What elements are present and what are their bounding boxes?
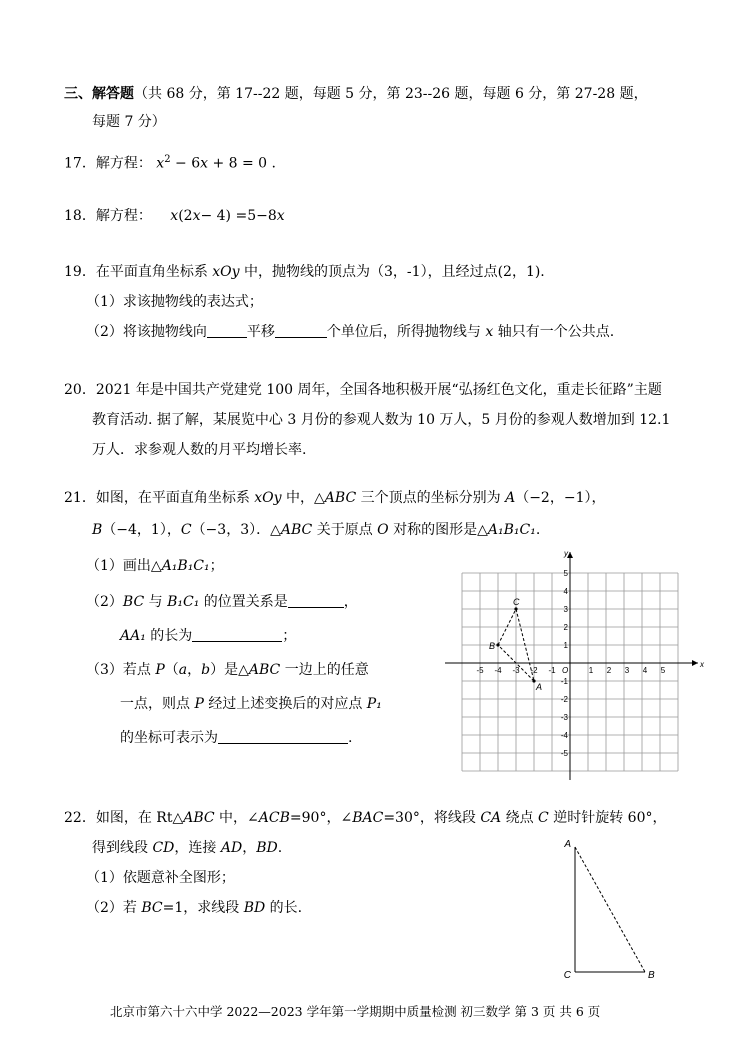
part-text: 一点，则点 <box>120 696 195 712</box>
question-text: 2021 年是中国共产党建党 100 周年，全国各地积极开展“弘扬红色文化，重走长征路”主题 <box>95 382 662 398</box>
origin-label: O <box>562 666 569 675</box>
math-var: AA₁ <box>120 628 146 644</box>
question-text: ， <box>242 840 257 856</box>
math-var: b <box>201 662 211 678</box>
equation-part: − 4) =5−8 <box>200 208 277 224</box>
y-tick-label: 3 <box>563 605 568 614</box>
math-var: A₁B₁C₁ <box>161 558 210 574</box>
equation-part: (2 <box>178 208 193 224</box>
section-heading: 三、解答题 <box>64 86 134 102</box>
x-tick-label: 3 <box>624 666 630 675</box>
x-tick-label: 4 <box>642 666 648 675</box>
part-text: 与 <box>144 594 168 610</box>
math-var: P₁ <box>366 696 382 712</box>
question-number: 17． <box>64 155 96 172</box>
math-var: B₁C₁ <box>167 594 200 610</box>
y-tick-label: 1 <box>563 641 568 650</box>
equation-part: − 6 <box>170 155 201 172</box>
y-tick-label: -5 <box>560 749 568 758</box>
y-tick-label: 2 <box>563 623 568 632</box>
section-note: （共 68 分，第 17--22 题，每题 5 分，第 23--26 题，每题 6 分，第 27-28 题， <box>134 86 648 102</box>
side-ab <box>575 847 645 972</box>
question-20-line-3: 万人．求参观人数的月平均增长率. <box>92 442 307 458</box>
question-20-line-2: 教育活动. 据了解，某展览中心 3 月份的参观人数为 10 万人，5 月份的参观人数增加到 12.1 <box>92 412 671 428</box>
vertex-a-label: A <box>564 839 571 850</box>
question-22-part-1: （1）依题意补全图形； <box>86 870 235 886</box>
part-text: 轴只有一个公共点. <box>493 324 615 340</box>
question-22-line-2 <box>92 838 282 858</box>
question-text: 如图，在平面直角坐标系 <box>95 490 255 506</box>
vertex-c-label: C <box>563 970 571 981</box>
question-text: 中，抛物线的顶点为（3，-1），且经过点(2，1). <box>239 264 545 280</box>
x-tick-label: -2 <box>530 666 538 675</box>
question-number: 18． <box>64 208 96 224</box>
part-text: ； <box>209 558 224 574</box>
math-var: BC <box>122 594 145 610</box>
question-text: 绕点 <box>501 810 539 826</box>
question-text: =30°，将线段 <box>383 810 481 826</box>
part-text: 个单位后，所得抛物线与 <box>326 324 486 340</box>
math-var: BC <box>141 900 163 916</box>
question-text: 中，△ <box>281 490 325 506</box>
math-var: CD <box>152 840 175 856</box>
math-var: B <box>92 522 103 538</box>
math-var: a <box>178 662 188 678</box>
equation-var: x <box>200 155 209 172</box>
equation-var: x <box>276 208 285 224</box>
point-b <box>496 643 499 646</box>
math-var: P <box>155 662 165 678</box>
part-text: （3）若点 <box>86 662 156 678</box>
x-tick-label: 2 <box>606 666 612 675</box>
y-tick-label: -4 <box>560 731 568 740</box>
question-text: 三个顶点的坐标分别为 <box>356 490 506 506</box>
equation-exponent: 2 <box>164 154 171 165</box>
equation-part: + 8 = 0 . <box>208 155 276 172</box>
part-text: （2）若 <box>86 900 142 916</box>
y-tick-label: -1 <box>560 677 568 686</box>
math-var: ABC <box>280 522 313 538</box>
part-text: ， <box>187 662 202 678</box>
math-var: x <box>485 324 494 340</box>
part-text: 平移 <box>246 324 275 340</box>
question-text: 逆时针旋转 60°， <box>548 810 667 826</box>
part-text: （ <box>164 662 179 678</box>
y-tick-label: 5 <box>563 569 568 578</box>
question-text: 关于原点 <box>312 522 378 538</box>
part-text: 经过上述变换后的对应点 <box>203 696 367 712</box>
x-tick-label: 1 <box>588 666 594 675</box>
question-text: 在平面直角坐标系 <box>95 264 213 280</box>
math-var: O <box>377 522 389 538</box>
x-axis-arrow <box>692 660 698 666</box>
math-var: BAC <box>352 810 384 826</box>
point-b-label: B <box>489 641 496 651</box>
x-axis-label: x <box>700 660 704 669</box>
part-text: 的坐标可表示为 <box>120 730 218 746</box>
question-text: 如图，在 Rt△ <box>95 810 184 826</box>
part-text: （2） <box>86 594 123 610</box>
section-note-cont: 每题 7 分） <box>92 114 166 130</box>
math-var: A₁B₁C₁ <box>487 522 536 538</box>
math-var: ABC <box>324 490 357 506</box>
x-tick-label: -1 <box>548 666 556 675</box>
part-text: 的长为 <box>145 628 193 644</box>
math-var: xOy <box>254 490 282 506</box>
equation-var: x <box>192 208 201 224</box>
math-var: BD <box>256 840 278 856</box>
question-number: 19． <box>64 264 96 280</box>
question-text: =90°，∠ <box>289 810 353 826</box>
question-text: . <box>277 840 283 856</box>
point-c-label: C <box>513 597 520 607</box>
question-prefix: 解方程： <box>95 208 152 224</box>
part-text: 的长. <box>265 900 303 916</box>
math-var: ABC <box>183 810 215 826</box>
math-var: C <box>180 522 192 538</box>
question-text: ，连接 <box>174 840 221 856</box>
question-text: . <box>535 522 541 538</box>
equation-var: x <box>156 155 165 172</box>
question-22 <box>64 808 666 828</box>
part-text: 的位置关系是 <box>199 594 288 610</box>
question-19-part-1: （1）求该抛物线的表达式； <box>86 294 263 310</box>
question-22-part-2 <box>86 898 302 918</box>
right-triangle-figure <box>555 835 665 985</box>
part-text: . <box>348 730 353 746</box>
y-tick-label: -2 <box>560 695 568 704</box>
math-var: C <box>538 810 549 826</box>
math-var: ABC <box>248 662 281 678</box>
question-prefix: 解方程： <box>95 155 152 172</box>
question-text: （−2，−1）， <box>515 490 606 506</box>
math-var: ACB <box>258 810 290 826</box>
x-tick-label: -3 <box>512 666 520 675</box>
part-text: 一边上的任意 <box>280 662 369 678</box>
math-var: A <box>505 490 516 506</box>
math-var: xOy <box>212 264 240 280</box>
x-tick-label: -4 <box>494 666 502 675</box>
part-text: =1，求线段 <box>162 900 244 916</box>
question-number: 20． <box>64 382 96 398</box>
x-tick-label: -5 <box>476 666 484 675</box>
question-text: 对称的图形是△ <box>388 522 488 538</box>
part-text: ， <box>343 594 358 610</box>
math-var: BD <box>243 900 266 916</box>
x-tick-label: 5 <box>660 666 666 675</box>
y-axis-label: y <box>564 549 568 558</box>
point-c <box>514 607 517 610</box>
math-var: P <box>194 696 204 712</box>
part-text: ； <box>282 628 297 644</box>
question-text: （−3，3）．△ <box>191 522 281 538</box>
y-tick-label: 4 <box>563 587 568 596</box>
question-text: 中，∠ <box>214 810 259 826</box>
part-text: （2）将该抛物线向 <box>86 324 207 340</box>
y-tick-label: -3 <box>560 713 568 722</box>
vertex-b-label: B <box>648 970 655 981</box>
question-text: 得到线段 <box>92 840 153 856</box>
point-a-label: A <box>536 682 543 692</box>
page-footer: 北京市第六十六中学 2022—2023 学年第一学期期中质量检测 初三数学 第 3 页 共 6 页 <box>110 1004 601 1019</box>
part-text: ）是△ <box>210 662 249 678</box>
math-var: CA <box>480 810 502 826</box>
question-number: 21． <box>64 490 96 506</box>
part-text: （1）画出△ <box>86 558 162 574</box>
question-text: （−4，1）， <box>102 522 181 538</box>
equation-var: x <box>170 208 179 224</box>
math-var: AD <box>220 840 243 856</box>
question-number: 22． <box>64 810 96 826</box>
